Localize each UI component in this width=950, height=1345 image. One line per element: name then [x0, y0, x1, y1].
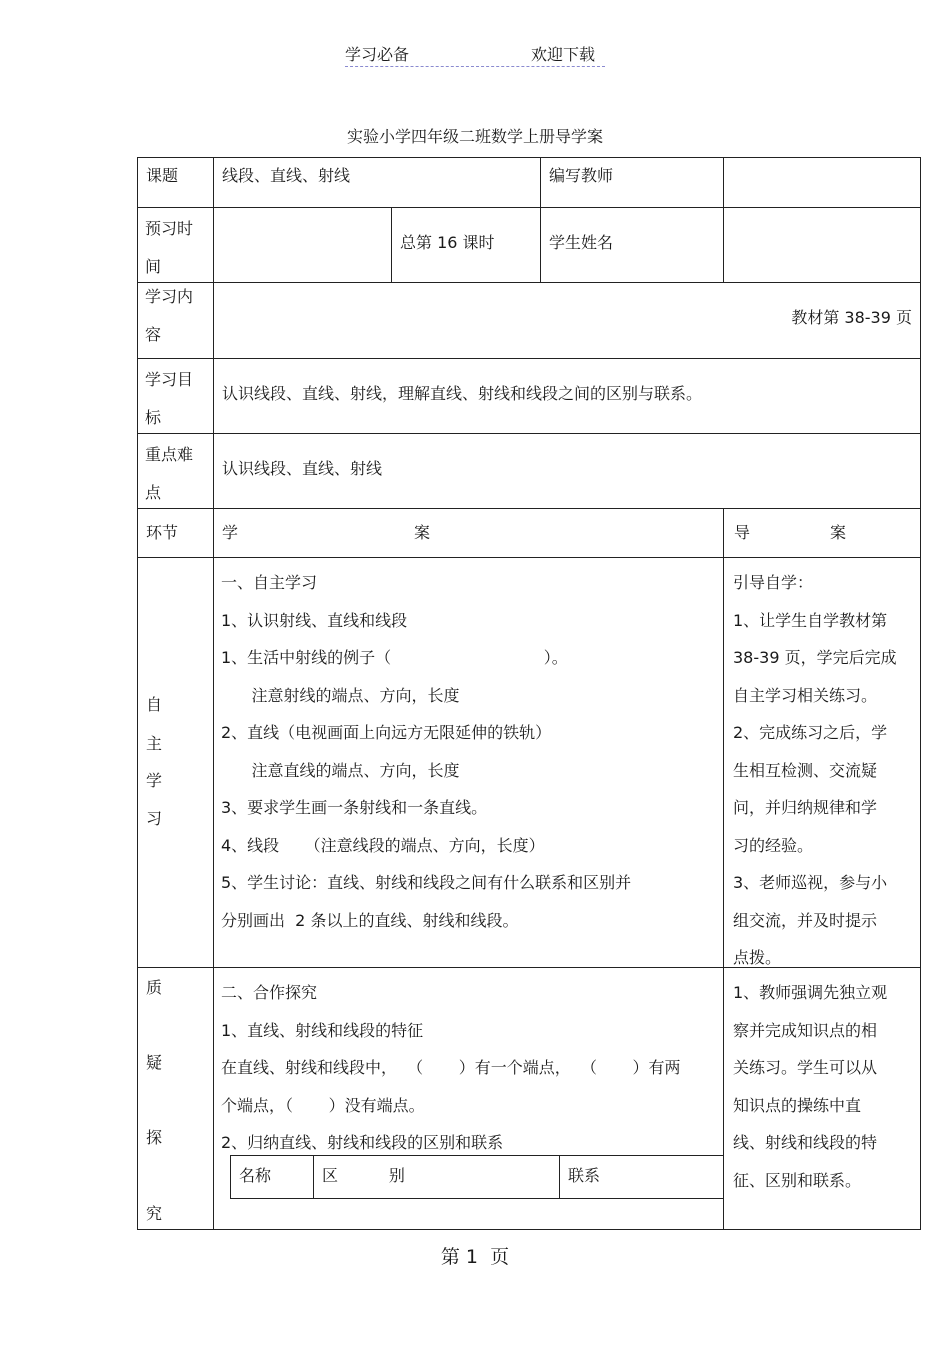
inquiry-line: 1、直线、射线和线段的特征 [221, 1020, 424, 1040]
student-name-value[interactable] [723, 207, 921, 283]
subtable-diff-header: 区 别 [313, 1155, 560, 1199]
inquiry-guide [723, 967, 921, 1230]
label-topic: 课题 [137, 157, 214, 208]
guide-line: 自主学习相关练习。 [733, 685, 878, 705]
header-left: 学习必备 [345, 45, 410, 64]
guide-line: 1、让学生自学教材第 [733, 610, 888, 630]
self-line: 1、认识射线、直线和线段 [221, 610, 408, 630]
study-plan-header: 学 案 [213, 508, 724, 558]
inquiry-line: 在直线、射线和线段中， （ ）有一个端点， （ ）有两 [221, 1058, 681, 1077]
guide-line: 组交流，并及时提示 [733, 910, 878, 930]
guide-line: 生相互检测、交流疑 [733, 760, 878, 780]
self-line: 注意射线的端点、方向，长度 [221, 685, 460, 705]
self-line: 注意直线的端点、方向，长度 [221, 760, 460, 780]
header-right: 欢迎下载 [531, 45, 596, 64]
guide-line: 习的经验。 [733, 835, 814, 855]
label-self-study: 自 主 学 习 [137, 557, 214, 968]
self-line: 3、要求学生画一条射线和一条直线。 [221, 798, 488, 817]
guide-line: 察并完成知识点的相 [733, 1020, 878, 1040]
page-header [345, 42, 605, 67]
label-teacher: 编写教师 [540, 157, 724, 208]
guide-line: 知识点的操练中直 [733, 1095, 862, 1115]
preview-time-value[interactable] [213, 207, 392, 283]
inquiry-line: 个端点，（ ）没有端点。 [221, 1095, 425, 1115]
label-section: 环节 [137, 508, 214, 558]
guide-line: 问，并归纳规律和学 [733, 798, 878, 817]
self-line: 1、生活中射线的例子（ ）。 [221, 648, 568, 667]
label-study-content: 学习内 容 [137, 282, 214, 359]
self-line: 分别画出 2 条以上的直线、射线和线段。 [221, 910, 519, 930]
page-number: 第 1 页 [440, 1246, 510, 1268]
label-inquiry: 质 疑 探 究 [137, 967, 214, 1230]
self-study-guide [723, 557, 921, 968]
study-content-value: 教材第 38-39 页 [213, 282, 921, 359]
label-key-points: 重点难 点 [137, 433, 214, 509]
self-line: 2、直线（电视画面上向远方无限延伸的铁轨） [221, 723, 552, 742]
topic-value: 线段、直线、射线 [213, 157, 541, 208]
lesson-count: 总第 16 课时 [391, 207, 541, 283]
key-points-value: 认识线段、直线、射线 [213, 433, 921, 509]
inquiry-line: 二、合作探究 [221, 983, 318, 1002]
guide-line: 关练习。学生可以从 [733, 1058, 878, 1077]
guide-line: 38-39 页，学完后完成 [733, 648, 897, 667]
guide-line: 点拨。 [733, 948, 782, 967]
label-preview-time: 预习时 间 [137, 207, 214, 283]
guide-line: 3、老师巡视，参与小 [733, 873, 888, 892]
guide-plan-header: 导 案 [723, 508, 921, 558]
guide-line: 2、完成练习之后，学 [733, 723, 888, 742]
teacher-value[interactable] [723, 157, 921, 208]
self-line: 一、自主学习 [221, 573, 318, 592]
subtable-name-header: 名称 [230, 1155, 314, 1199]
label-student-name: 学生姓名 [540, 207, 724, 283]
subtable-link-header: 联系 [559, 1155, 724, 1199]
label-study-goal: 学习目 标 [137, 358, 214, 434]
self-line: 5、学生讨论：直线、射线和线段之间有什么联系和区别并 [221, 873, 632, 892]
guide-line: 1、教师强调先独立观 [733, 983, 888, 1002]
study-goal-value: 认识线段、直线、射线，理解直线、射线和线段之间的区别与联系。 [213, 358, 921, 434]
guide-line: 线、射线和线段的特 [733, 1133, 878, 1152]
guide-line: 征、区别和联系。 [733, 1170, 862, 1190]
self-study-content [213, 557, 724, 968]
inquiry-line: 2、归纳直线、射线和线段的区别和联系 [221, 1133, 504, 1152]
inquiry-content [213, 967, 724, 1230]
self-line: 4、线段 （注意线段的端点、方向，长度） [221, 835, 545, 855]
document-title: 实验小学四年级二班数学上册导学案 [346, 127, 603, 146]
guide-line: 引导自学： [733, 573, 814, 592]
